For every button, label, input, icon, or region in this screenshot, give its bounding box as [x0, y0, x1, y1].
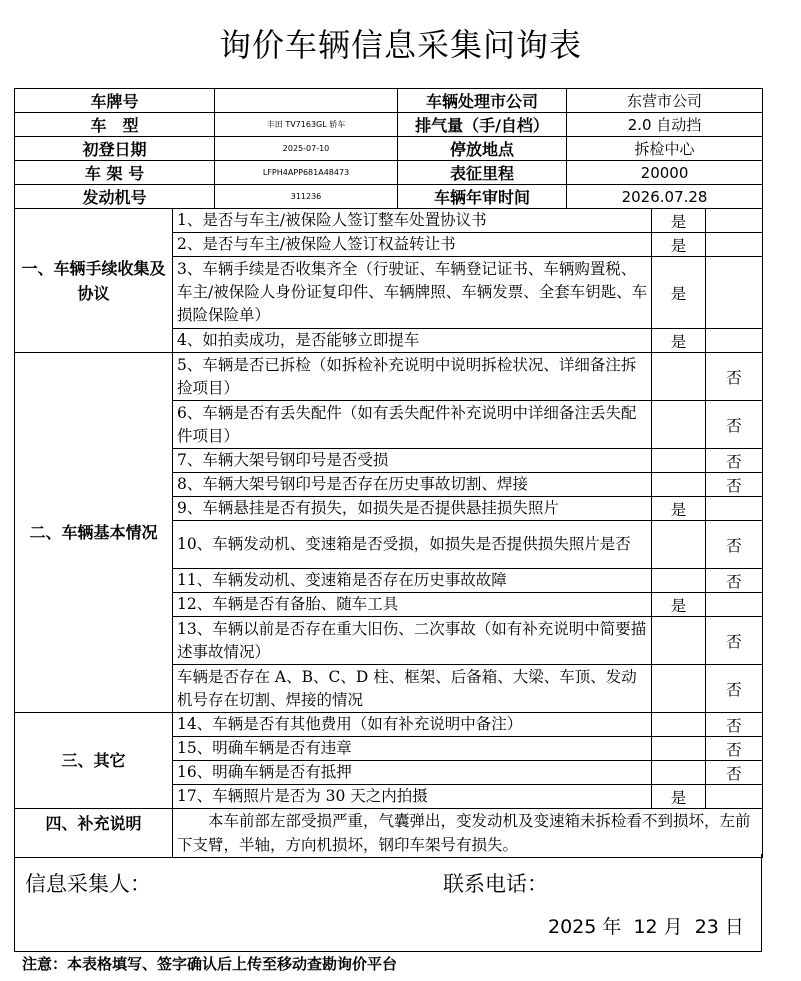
vin-label: 车 架 号 [15, 161, 215, 185]
question-text: 15、明确车辆是否有违章 [173, 737, 652, 761]
row-plate [15, 89, 763, 113]
city-value: 东营市公司 [567, 89, 763, 113]
question-row [15, 353, 763, 401]
question-text: 7、车辆大架号钢印号是否受损 [173, 449, 652, 473]
model-value: 丰田 TV7163GL 轿车 [215, 113, 398, 137]
answer-yes: 是 [652, 329, 706, 353]
answer-no [706, 257, 763, 329]
answer-yes [652, 713, 706, 737]
supplement-row [15, 809, 763, 858]
answer-no: 否 [706, 569, 763, 593]
displacement-value: 2.0 自动挡 [567, 113, 763, 137]
date-day: 23 日 [694, 916, 744, 938]
answer-no [706, 233, 763, 257]
row-vin [15, 161, 763, 185]
answer-no: 否 [706, 617, 763, 665]
engine-label: 发动机号 [15, 185, 215, 209]
question-text: 13、车辆以前是否存在重大旧伤、二次事故（如有补充说明中简要描述事故情况） [173, 617, 652, 665]
parking-label: 停放地点 [398, 137, 567, 161]
answer-no: 否 [706, 473, 763, 497]
answer-yes [652, 473, 706, 497]
mileage-label: 表征里程 [398, 161, 567, 185]
question-text: 车辆是否存在 A、B、C、D 柱、框架、后备箱、大梁、车顶、发动机号存在切割、焊接的情况 [173, 665, 652, 713]
answer-no [706, 593, 763, 617]
date-year: 2025 年 [548, 916, 622, 938]
answer-no [706, 209, 763, 233]
answer-yes [652, 665, 706, 713]
answer-yes [652, 353, 706, 401]
answer-no: 否 [706, 761, 763, 785]
question-text: 11、车辆发动机、变速箱是否存在历史事故故障 [173, 569, 652, 593]
answer-yes [652, 449, 706, 473]
answer-yes: 是 [652, 593, 706, 617]
reg-date-value: 2025-07-10 [215, 137, 398, 161]
question-text: 5、车辆是否已拆检（如拆检补充说明中说明拆检状况、详细备注拆捡项目） [173, 353, 652, 401]
vin-value: LFPH4APP681A48473 [215, 161, 398, 185]
question-text: 16、明确车辆是否有抵押 [173, 761, 652, 785]
question-text: 14、车辆是否有其他费用（如有补充说明中备注） [173, 713, 652, 737]
answer-yes: 是 [652, 233, 706, 257]
displacement-label: 排气量（手/自档） [398, 113, 567, 137]
question-text: 8、车辆大架号钢印号是否存在历史事故切割、焊接 [173, 473, 652, 497]
question-text: 4、如拍卖成功，是否能够立即提车 [173, 329, 652, 353]
form-title: 询价车辆信息采集问询表 [218, 26, 582, 64]
city-label: 车辆处理市公司 [398, 89, 567, 113]
model-label: 车 型 [15, 113, 215, 137]
date [548, 912, 744, 939]
collector-label: 信息采集人： [25, 872, 151, 896]
question-text: 6、车辆是否有丢失配件（如有丢失配件补充说明中详细备注丢失配件项目） [173, 401, 652, 449]
section-4-label: 四、补充说明 [15, 809, 173, 858]
question-text: 9、车辆悬挂是否有损失，如损失是否提供悬挂损失照片 [173, 497, 652, 521]
answer-yes: 是 [652, 257, 706, 329]
answer-no: 否 [706, 713, 763, 737]
question-text: 1、是否与车主/被保险人签订整车处置协议书 [173, 209, 652, 233]
answer-no [706, 497, 763, 521]
row-engine [15, 185, 763, 209]
reg-date-label: 初登日期 [15, 137, 215, 161]
answer-no: 否 [706, 737, 763, 761]
answer-yes: 是 [652, 785, 706, 809]
date-month: 12 月 [633, 916, 683, 938]
answer-no: 否 [706, 665, 763, 713]
row-model [15, 113, 763, 137]
question-text: 10、车辆发动机、变速箱是否受损，如损失是否提供损失照片是否 [173, 521, 652, 569]
answer-no [706, 329, 763, 353]
section-2-label: 二、车辆基本情况 [15, 353, 173, 713]
answer-yes [652, 617, 706, 665]
inspection-label: 车辆年审时间 [398, 185, 567, 209]
question-row [15, 209, 763, 233]
question-text: 12、车辆是否有备胎、随车工具 [173, 593, 652, 617]
answer-yes: 是 [652, 209, 706, 233]
inspection-value: 2026.07.28 [567, 185, 763, 209]
engine-value: 311236 [215, 185, 398, 209]
answer-no: 否 [706, 353, 763, 401]
inquiry-table [14, 88, 763, 858]
answer-yes: 是 [652, 497, 706, 521]
answer-yes [652, 737, 706, 761]
parking-value: 拆检中心 [567, 137, 763, 161]
phone-label: 联系电话： [443, 872, 548, 896]
footer-note: 注意：本表格填写、签字确认后上传至移动查勘询价平台 [22, 955, 398, 973]
plate-label: 车牌号 [15, 89, 215, 113]
answer-no: 否 [706, 401, 763, 449]
mileage-value: 20000 [567, 161, 763, 185]
answer-no: 否 [706, 449, 763, 473]
signature-area [14, 854, 762, 952]
answer-yes [652, 521, 706, 569]
question-row [15, 713, 763, 737]
question-text: 3、车辆手续是否收集齐全（行驶证、车辆登记证书、车辆购置税、车主/被保险人身份证复印件、车辆牌照、车辆发票、全套车钥匙、车损险保险单） [173, 257, 652, 329]
section-1-label: 一、车辆手续收集及协议 [15, 209, 173, 353]
answer-yes [652, 569, 706, 593]
answer-yes [652, 401, 706, 449]
question-text: 2、是否与车主/被保险人签订权益转让书 [173, 233, 652, 257]
answer-yes [652, 761, 706, 785]
question-text: 17、车辆照片是否为 30 天之内拍摄 [173, 785, 652, 809]
answer-no [706, 785, 763, 809]
supplement-text: 本车前部左部受损严重，气囊弹出，变发动机及变速箱未拆检看不到损坏，左前下支臂，半轴，方向机损坏，钢印车架号有损失。 [173, 809, 763, 858]
plate-value [215, 89, 398, 113]
section-3-label: 三、其它 [15, 713, 173, 809]
answer-no: 否 [706, 521, 763, 569]
row-reg-date [15, 137, 763, 161]
